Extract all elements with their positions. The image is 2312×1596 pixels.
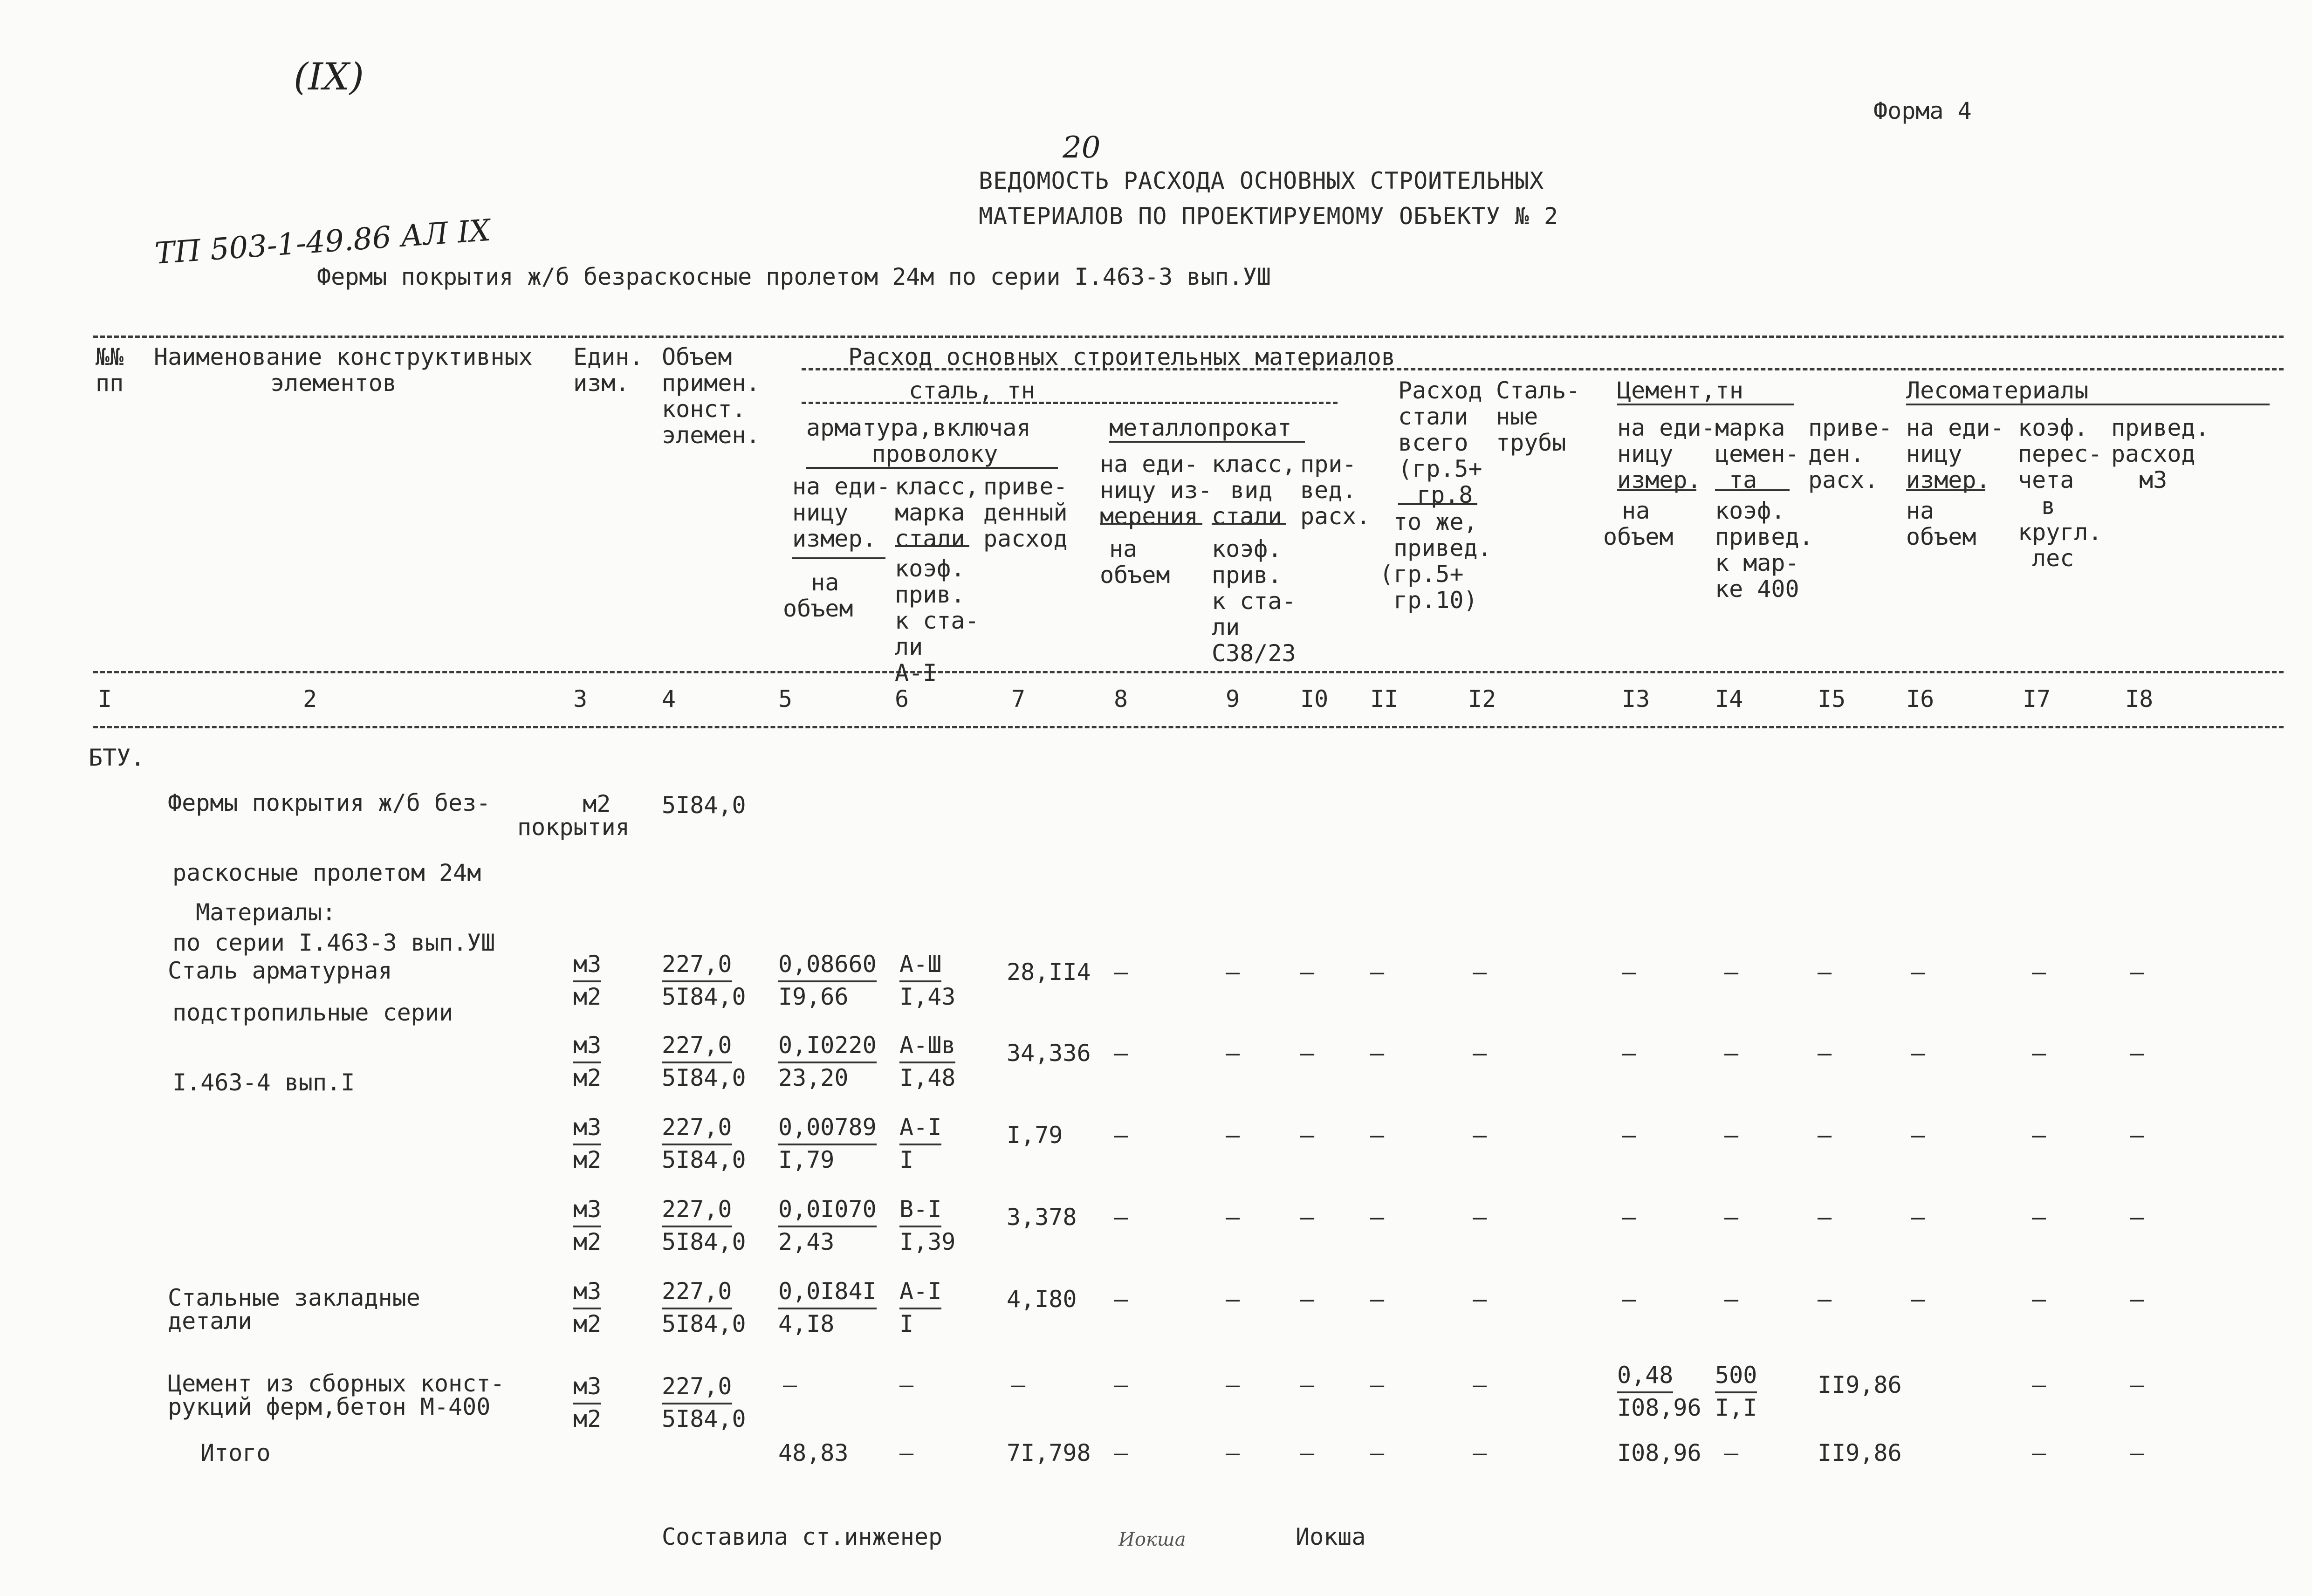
- col-9-header: класс, вид стали: [1212, 451, 1296, 530]
- row-unit-bottom: м2: [573, 1310, 602, 1337]
- cement-empty-dash: –: [2032, 1371, 2046, 1398]
- row-volume-top: 227,0: [662, 950, 732, 982]
- total-empty-dash: –: [1114, 1439, 1128, 1466]
- object-name: Фермы покрытия ж/б без- раскосные пролетом 24м по серии I.463-3 вып.УШ подстропильные серии I.463-4 вып.I: [168, 789, 495, 1096]
- col-number-9: 9: [1226, 685, 1240, 712]
- document-title-line1: ВЕДОМОСТЬ РАСХОДА ОСНОВНЫХ СТРОИТЕЛЬНЫХ: [979, 167, 1544, 194]
- row-volume-bottom: 5I84,0: [662, 983, 746, 1010]
- col-number-17: I7: [2023, 685, 2051, 712]
- col-number-15: I5: [1818, 685, 1846, 712]
- row-empty-dash: –: [1370, 1204, 1385, 1231]
- col-8-rule: [1100, 523, 1202, 525]
- row-volume: [662, 1031, 746, 1092]
- row-empty-dash: –: [2130, 1286, 2144, 1313]
- row-reduced-consumption: 34,336: [1007, 1040, 1091, 1067]
- col-18-header: привед. расход м3: [2111, 414, 2209, 493]
- group-main-header: Расход основных строительных материалов: [848, 343, 1395, 370]
- row-unit-top: м3: [573, 1113, 601, 1145]
- col-14-header: марка цемен- та: [1715, 414, 1799, 493]
- row-steel-grade: [899, 950, 955, 1011]
- cement-row-volume: 227,0 5I84,0: [662, 1373, 746, 1432]
- total-empty-dash: –: [1473, 1439, 1487, 1466]
- table-header-rule: [93, 671, 2284, 673]
- col-15-header: приве- ден. расх.: [1808, 414, 1893, 493]
- cement-row-c14: 500 I,I: [1715, 1362, 1757, 1421]
- row-steel-grade-bottom: I: [899, 1146, 914, 1173]
- col-number-1: I: [98, 685, 112, 712]
- row-unit: [573, 950, 601, 1011]
- row-name-line: детали: [168, 1308, 252, 1335]
- col-number-18: I8: [2125, 685, 2154, 712]
- row-empty-dash: –: [1473, 1286, 1487, 1313]
- col-1-header: №№ пп: [96, 343, 124, 397]
- row-rebar-per-unit-bottom: I,79: [778, 1146, 835, 1173]
- row-unit-bottom: м2: [573, 1064, 602, 1091]
- group-steel-header: сталь, тн: [909, 377, 1035, 404]
- row-empty-dash: –: [1622, 1122, 1636, 1149]
- row-volume-bottom: 5I84,0: [662, 1310, 746, 1337]
- project-code: ТП 503-1-49.86 АЛ IX: [153, 213, 492, 271]
- row-empty-dash: –: [2032, 1286, 2046, 1313]
- row-rebar-per-unit: [778, 1277, 877, 1338]
- total-c13: I08,96: [1617, 1439, 1701, 1466]
- document-title-line2: МАТЕРИАЛОВ ПО ПРОЕКТИРУЕМОМУ ОБЪЕКТУ № 2: [979, 203, 1559, 230]
- col-number-4: 4: [662, 685, 676, 712]
- row-empty-dash: –: [1818, 959, 1832, 986]
- object-unit: м2 покрытия: [517, 790, 630, 841]
- cement-row-c15: II9,86: [1818, 1371, 1902, 1398]
- row-steel-grade: [899, 1113, 941, 1174]
- row-reduced-consumption: 28,II4: [1007, 959, 1091, 986]
- col-6-subheader: коэф. прив. к ста- ли А-I: [895, 555, 979, 686]
- col-number-11: II: [1370, 685, 1399, 712]
- row-volume-top: 227,0: [662, 1277, 732, 1309]
- total-c14: –: [1724, 1439, 1739, 1466]
- col-5-rule: [792, 557, 885, 559]
- row-steel-grade-bottom: I,43: [899, 983, 956, 1010]
- group-main-rule: [802, 368, 2284, 370]
- col-5-subheader: на объем: [783, 569, 853, 622]
- col-14-subheader: коэф. привед. к мар- ке 400: [1715, 497, 1813, 603]
- total-empty-dash: –: [1300, 1439, 1315, 1466]
- row-reduced-consumption: 3,378: [1007, 1204, 1077, 1231]
- total-empty-dash: –: [1370, 1439, 1385, 1466]
- col-number-5: 5: [778, 685, 793, 712]
- cement-row-c13: 0,48 I08,96: [1617, 1362, 1701, 1421]
- row-steel-grade: [899, 1195, 955, 1256]
- cement-empty-dash: –: [1300, 1371, 1315, 1398]
- row-empty-dash: –: [1226, 1204, 1240, 1231]
- row-rebar-per-unit: [778, 1113, 877, 1174]
- group-rebar-rule: [806, 467, 1058, 469]
- row-volume-bottom: 5I84,0: [662, 1064, 746, 1091]
- row-reduced-consumption: I,79: [1007, 1122, 1063, 1149]
- row-rebar-per-unit-top: 0,00789: [778, 1113, 877, 1145]
- row-empty-dash: –: [1114, 959, 1128, 986]
- col-13-subheader: на объем: [1603, 497, 1674, 550]
- col-10-header: при- вед. расх.: [1300, 451, 1371, 530]
- row-empty-dash: –: [1370, 1040, 1385, 1067]
- table-number-rule: [93, 726, 2284, 728]
- col-number-14: I4: [1715, 685, 1743, 712]
- table-top-rule: [93, 336, 2284, 338]
- row-volume-top: 227,0: [662, 1113, 732, 1145]
- row-volume-bottom: 5I84,0: [662, 1146, 746, 1173]
- cement-row-name: Цемент из сборных конст- рукций ферм,бетон М-400: [168, 1370, 505, 1420]
- row-empty-dash: –: [2130, 959, 2144, 986]
- col-7-header: приве- денный расход: [983, 473, 1068, 552]
- col-number-7: 7: [1011, 685, 1026, 712]
- row-empty-dash: –: [1300, 1122, 1315, 1149]
- row-steel-grade-bottom: I,39: [899, 1228, 956, 1255]
- signature: Иокша: [1118, 1529, 1186, 1550]
- row-empty-dash: –: [2130, 1122, 2144, 1149]
- row-empty-dash: –: [1300, 1040, 1315, 1067]
- col-number-8: 8: [1114, 685, 1128, 712]
- row-empty-dash: –: [1724, 1204, 1739, 1231]
- col-6-rule: [895, 545, 969, 547]
- row-empty-dash: –: [1114, 1040, 1128, 1067]
- row-unit-bottom: м2: [573, 1228, 602, 1255]
- col-17-header: коэф. перес- чета в кругл. лес: [2018, 414, 2102, 572]
- total-label: Итого: [200, 1439, 271, 1466]
- row-volume: [662, 1277, 746, 1338]
- row-empty-dash: –: [1114, 1204, 1128, 1231]
- total-c6: –: [899, 1439, 914, 1466]
- row-empty-dash: –: [2032, 1204, 2046, 1231]
- cement-empty-dash: –: [1226, 1371, 1240, 1398]
- row-empty-dash: –: [1818, 1040, 1832, 1067]
- row-empty-dash: –: [1300, 959, 1315, 986]
- row-empty-dash: –: [1226, 1122, 1240, 1149]
- group-rebar-header: арматура,включая проволоку: [806, 414, 1031, 467]
- row-unit-top: м3: [573, 950, 601, 982]
- row-rebar-per-unit-bottom: 2,43: [778, 1228, 835, 1255]
- col-12-header: Сталь- ные трубы: [1496, 377, 1580, 456]
- row-steel-grade-top: А-I: [899, 1277, 941, 1309]
- row-volume: [662, 1195, 746, 1256]
- row-steel-grade: [899, 1277, 941, 1338]
- col-4-header: Объем примен. конст. элемен.: [662, 343, 760, 449]
- row-empty-dash: –: [1818, 1122, 1832, 1149]
- row-empty-dash: –: [1622, 1204, 1636, 1231]
- row-empty-dash: –: [1911, 959, 1925, 986]
- row-empty-dash: –: [1473, 1122, 1487, 1149]
- row-name: [168, 1286, 420, 1333]
- row-empty-dash: –: [1473, 1040, 1487, 1067]
- row-empty-dash: –: [1622, 1286, 1636, 1313]
- row-empty-dash: –: [1114, 1122, 1128, 1149]
- row-rebar-per-unit-top: 0,08660: [778, 950, 877, 982]
- row-unit: [573, 1195, 601, 1256]
- total-c15: II9,86: [1818, 1439, 1902, 1466]
- row-empty-dash: –: [1622, 1040, 1636, 1067]
- cement-row-unit: м3 м2: [573, 1373, 602, 1432]
- row-unit-top: м3: [573, 1195, 601, 1227]
- row-volume-bottom: 5I84,0: [662, 1228, 746, 1255]
- row-steel-grade-bottom: I,48: [899, 1064, 956, 1091]
- row-empty-dash: –: [1911, 1286, 1925, 1313]
- row-volume-top: 227,0: [662, 1031, 732, 1063]
- total-c5: 48,83: [778, 1439, 849, 1466]
- page-number: 20: [1063, 130, 1101, 165]
- total-empty-dash: –: [1226, 1439, 1240, 1466]
- row-empty-dash: –: [1911, 1040, 1925, 1067]
- cement-empty-dash: –: [2130, 1371, 2144, 1398]
- row-empty-dash: –: [1226, 1040, 1240, 1067]
- col-number-2: 2: [303, 685, 317, 712]
- group-metal-header: металлопрокат: [1109, 414, 1292, 441]
- row-empty-dash: –: [1622, 959, 1636, 986]
- row-unit-bottom: м2: [573, 1146, 602, 1173]
- col-16-header: на еди- ницу измер.: [1906, 414, 2004, 493]
- row-steel-grade-top: А-Ш: [899, 950, 941, 982]
- row-name-line: Стальные закладные: [168, 1284, 420, 1311]
- row-unit: [573, 1113, 601, 1174]
- row-empty-dash: –: [2032, 1040, 2046, 1067]
- row-volume: [662, 1113, 746, 1174]
- col-9-rule: [1212, 523, 1286, 525]
- row-empty-dash: –: [1370, 1122, 1385, 1149]
- row-volume: [662, 950, 746, 1011]
- row-name: [168, 959, 392, 982]
- group-wood-header: Лесоматериалы: [1906, 377, 2089, 404]
- row-empty-dash: –: [1724, 1286, 1739, 1313]
- document-subtitle: Фермы покрытия ж/б безраскосные пролетом 24м по серии I.463-3 вып.УШ: [317, 263, 1271, 290]
- row-empty-dash: –: [1724, 959, 1739, 986]
- row-unit-bottom: м2: [573, 983, 602, 1010]
- object-volume: 5I84,0: [662, 792, 746, 819]
- row-empty-dash: –: [1300, 1204, 1315, 1231]
- col-number-13: I3: [1622, 685, 1650, 712]
- row-reduced-consumption: 4,I80: [1007, 1286, 1077, 1313]
- row-empty-dash: –: [2032, 1122, 2046, 1149]
- col-3-header: Един. изм.: [573, 343, 644, 397]
- row-rebar-per-unit-top: 0,0I84I: [778, 1277, 877, 1309]
- col-number-6: 6: [895, 685, 909, 712]
- col-8-header: на еди- ницу из- мерения: [1100, 451, 1212, 530]
- row-empty-dash: –: [1911, 1122, 1925, 1149]
- row-volume-top: 227,0: [662, 1195, 732, 1227]
- sheet-mark: (IX): [294, 55, 364, 98]
- row-empty-dash: –: [1818, 1204, 1832, 1231]
- row-empty-dash: –: [1724, 1040, 1739, 1067]
- compiled-by-label: Составила ст.инженер: [662, 1523, 943, 1550]
- col-16-subheader: на объем: [1906, 497, 1976, 550]
- cement-empty-dash: –: [1370, 1371, 1385, 1398]
- cement-empty-dash: –: [783, 1371, 797, 1398]
- row-rebar-per-unit-top: 0,0I070: [778, 1195, 877, 1227]
- group-cement-rule: [1617, 404, 1794, 405]
- col-11-rule: [1398, 503, 1477, 505]
- row-empty-dash: –: [1724, 1122, 1739, 1149]
- object-code: БТУ.: [89, 744, 145, 771]
- col-8-subheader: на объем: [1100, 535, 1170, 589]
- row-unit: [573, 1031, 601, 1092]
- col-number-16: I6: [1906, 685, 1935, 712]
- form-label: Форма 4: [1873, 97, 1972, 124]
- row-steel-grade-top: А-Шв: [899, 1031, 955, 1063]
- col-11-header: Расход стали всего (гр.5+ гр.8: [1398, 377, 1482, 508]
- row-empty-dash: –: [1473, 1204, 1487, 1231]
- row-empty-dash: –: [1911, 1204, 1925, 1231]
- col-5-header: на еди- ницу измер.: [792, 473, 891, 552]
- row-rebar-per-unit-bottom: I9,66: [778, 983, 849, 1010]
- compiler-name: Иокша: [1296, 1523, 1366, 1550]
- total-empty-dash: –: [2130, 1439, 2144, 1466]
- row-empty-dash: –: [2130, 1204, 2144, 1231]
- row-empty-dash: –: [2130, 1040, 2144, 1067]
- cement-empty-dash: –: [1011, 1371, 1026, 1398]
- row-rebar-per-unit-bottom: 4,I8: [778, 1310, 835, 1337]
- row-empty-dash: –: [1226, 959, 1240, 986]
- row-rebar-per-unit-bottom: 23,20: [778, 1064, 849, 1091]
- col-6-header: класс, марка стали: [895, 473, 979, 552]
- row-steel-grade-top: В-I: [899, 1195, 941, 1227]
- row-rebar-per-unit-top: 0,I0220: [778, 1031, 877, 1063]
- row-empty-dash: –: [1226, 1286, 1240, 1313]
- row-empty-dash: –: [1114, 1286, 1128, 1313]
- col-11-subheader: то же, привед. (гр.5+ гр.10): [1379, 508, 1492, 614]
- group-wood-rule: [1906, 404, 2270, 405]
- row-unit-top: м3: [573, 1277, 601, 1309]
- cement-empty-dash: –: [1473, 1371, 1487, 1398]
- total-empty-dash: –: [2032, 1439, 2046, 1466]
- col-9-subheader: коэф. прив. к ста- ли С38/23: [1212, 535, 1296, 667]
- col-13-header: на еди- ницу измер.: [1617, 414, 1715, 493]
- row-rebar-per-unit: [778, 950, 877, 1011]
- row-rebar-per-unit: [778, 1195, 877, 1256]
- row-empty-dash: –: [2032, 959, 2046, 986]
- col-number-12: I2: [1468, 685, 1496, 712]
- col-16-rule: [1906, 489, 1985, 491]
- materials-label: Материалы:: [196, 899, 336, 926]
- row-rebar-per-unit: [778, 1031, 877, 1092]
- row-steel-grade-bottom: I: [899, 1310, 914, 1337]
- col-number-3: 3: [573, 685, 588, 712]
- col-2-header: Наименование конструктивных элементов: [154, 343, 533, 397]
- row-name-line: Сталь арматурная: [168, 957, 392, 984]
- cement-empty-dash: –: [899, 1371, 914, 1398]
- row-unit: [573, 1277, 601, 1338]
- col-13-rule: [1617, 489, 1696, 491]
- row-empty-dash: –: [1370, 1286, 1385, 1313]
- row-empty-dash: –: [1473, 959, 1487, 986]
- group-cement-header: Цемент,тн: [1617, 377, 1743, 404]
- total-c7: 7I,798: [1007, 1439, 1091, 1466]
- row-empty-dash: –: [1370, 959, 1385, 986]
- row-unit-top: м3: [573, 1031, 601, 1063]
- cement-empty-dash: –: [1114, 1371, 1128, 1398]
- col-14-rule: [1715, 489, 1790, 491]
- row-steel-grade-top: А-I: [899, 1113, 941, 1145]
- group-steel-rule: [802, 402, 1338, 404]
- col-number-10: I0: [1300, 685, 1329, 712]
- row-steel-grade: [899, 1031, 955, 1092]
- row-empty-dash: –: [1818, 1286, 1832, 1313]
- row-empty-dash: –: [1300, 1286, 1315, 1313]
- group-metal-rule: [1109, 441, 1305, 443]
